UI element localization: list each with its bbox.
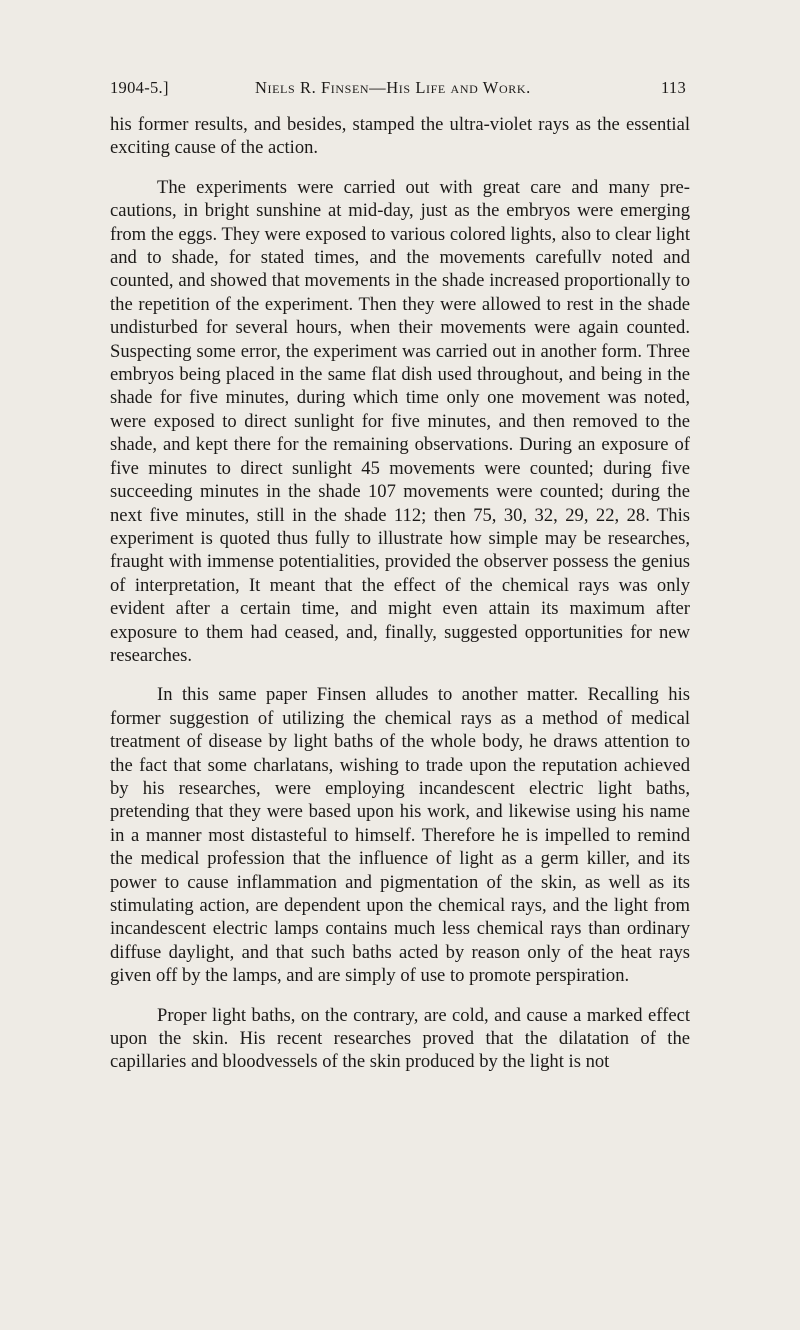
paragraph-proper-light-baths: Proper light baths, on the contrary, are cold, and cause a marked effect upon the skin. His recent researches proved that the dilatation of the capillaries and bloodvessels of the skin produced by the light is not [110, 1004, 690, 1073]
paragraph-experiments: The experiments were carried out with great care and many pre- cautions, in bright sunshine at mid-day, just as the embryos were emerging from the eggs. They were exposed to various colored lights, also to clear light and to shade, for stated times, and the movements carefullv noted and counted, and showed that movements in the shade increased proportionally to the repetition of the experiment. Then they were allowed to rest in the shade undisturbed for several hours, when their movements were again counted. Suspecting some error, the experiment was carried out in another form. Three embryos being placed in the same flat dish used throughout, and being in the shade for five minutes, during which time only one movement was noted, were exposed to direct sunlight for five minutes, and then removed to the shade, and kept there for the remaining observations. During an exposure of five minutes to direct sunlight 45 movements were counted; during five succeeding minutes in the shade 107 movements were counted; during the next five minutes, still in the shade 112; then 75, 30, 32, 29, 22, 28. This experiment is quoted thus fully to illustrate how simple may be researches, fraught with immense potentialities, provided the observer possess the genius of interpretation, It meant that the effect of the chemical rays was only evident after a certain time, and might even attain its maximum after exposure to them had ceased, and, finally, suggested opportunities for new researches. [110, 176, 690, 666]
running-header [110, 78, 686, 102]
paragraph-light-baths: In this same paper Finsen alludes to another matter. Recalling his former suggestion of utilizing the chemical rays as a method of medical treatment of disease by light baths of the whole body, he draws attention to the fact that some charlatans, wishing to trade upon the reputation achieved by his researches, were employing incandescent electric light baths, pretending that they were based upon his work, and likewise using his name in a manner most distasteful to himself. Therefore he is impelled to remind the medical profession that the influence of light as a germ killer, and its power to cause inflammation and pigmentation of the skin, as well as its stimulating action, are dependent upon the chemical rays, and the light from incandescent electric lamps contains much less chemical rays than ordinary diffuse daylight, and that such baths acted by reason only of the heat rays given off by the lamps, and are simply of use to promote perspiration. [110, 684, 690, 987]
header-date: 1904-5.] [110, 78, 169, 97]
header-title: Niels R. Finsen—His Life and Work. [255, 78, 531, 97]
paragraph-continuation: his former results, and besides, stamped the ultra-violet rays as the essential exciting cause of the action. [110, 114, 690, 159]
page-number: 113 [660, 78, 686, 97]
body-text [110, 113, 690, 1074]
